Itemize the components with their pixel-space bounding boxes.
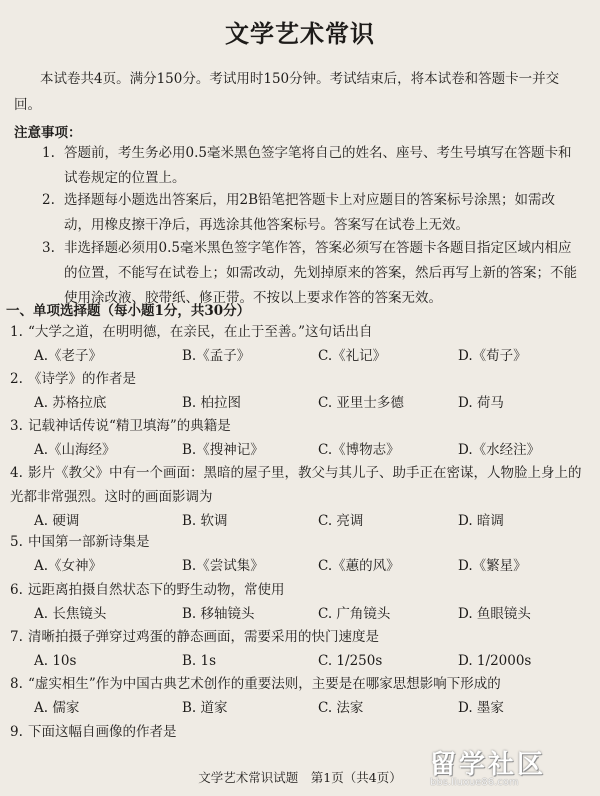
watermark-logo	[430, 744, 595, 794]
option-b: B. 道家	[182, 700, 228, 716]
option-c: C. 亮调	[318, 513, 364, 529]
question-item	[10, 414, 586, 462]
question-stem: 记载神话传说“精卫填海”的典籍是	[28, 418, 231, 434]
notice-number: 1.	[42, 145, 55, 161]
question-number: 6.	[10, 582, 23, 598]
notice-heading: 注意事项：	[14, 125, 82, 141]
page-footer: 文学艺术常识试题 第1页（共4页）	[198, 770, 402, 785]
question-item	[10, 530, 586, 578]
question-number: 2.	[10, 371, 23, 387]
question-item	[10, 461, 586, 533]
option-c: C.《蕙的风》	[318, 558, 400, 574]
question-number: 9.	[10, 724, 23, 740]
notice-text: 非选择题必须用0.5毫米黑色签字笔作答，答案必须写在答题卡各题目指定区域内相应的位置，不能写在试卷上；如需改动，先划掉原来的答案，然后再写上新的答案；不能使用涂改液、胶带纸、修正带。不按以上要求作答的答案无效。	[64, 240, 577, 306]
option-a: A.《山海经》	[34, 442, 116, 458]
option-d: D. 荷马	[458, 395, 504, 411]
option-c: C. 亚里士多德	[318, 395, 404, 411]
question-number: 7.	[10, 629, 23, 645]
watermark-url: bbs.liuxue86.com	[430, 777, 519, 788]
option-b: B.《孟子》	[182, 348, 251, 364]
option-d: D. 1/2000s	[458, 653, 532, 669]
option-b: B. 移轴镜头	[182, 606, 255, 622]
option-a: A. 苏格拉底	[34, 395, 107, 411]
option-a: A.《老子》	[34, 348, 103, 364]
option-a: A. 儒家	[34, 700, 80, 716]
question-number: 4.	[10, 465, 23, 481]
option-d: D.《水经注》	[458, 442, 541, 458]
option-d: D. 墨家	[458, 700, 504, 716]
notice-text: 选择题每小题选出答案后，用2B铅笔把答题卡上对应题目的答案标号涂黑；如需改动，用橡皮擦干净后，再选涂其他答案标号。答案写在试卷上无效。	[64, 192, 556, 233]
question-stem: 《诗学》的作者是	[28, 371, 136, 387]
option-c: C.《礼记》	[318, 348, 387, 364]
question-stem: “大学之道，在明明德，在亲民，在止于至善。”这句话出自	[28, 324, 373, 340]
question-stem: 中国第一部新诗集是	[28, 534, 150, 550]
question-item	[10, 672, 586, 720]
notice-item	[14, 141, 580, 191]
notice-number: 3.	[42, 240, 55, 256]
question-number: 3.	[10, 418, 23, 434]
question-item	[10, 625, 586, 673]
question-stem: 远距离拍摄自然状态下的野生动物，常使用	[28, 582, 285, 598]
question-item	[10, 720, 586, 744]
option-d: D. 暗调	[458, 513, 504, 529]
option-b: B. 软调	[182, 513, 228, 529]
option-a: A. 硬调	[34, 513, 80, 529]
question-stem: 清晰拍摄子弹穿过鸡蛋的静态画面，需要采用的快门速度是	[28, 629, 379, 645]
option-c: C.《博物志》	[318, 442, 400, 458]
notice-number: 2.	[42, 192, 55, 208]
question-item	[10, 578, 586, 626]
option-a: A. 长焦镜头	[34, 606, 107, 622]
question-number: 8.	[10, 676, 23, 692]
intro-text: 本试卷共4页。满分150分。考试用时150分钟。考试结束后，将本试卷和答题卡一并交回。	[14, 71, 560, 113]
question-item	[10, 320, 586, 368]
option-d: D. 鱼眼镜头	[458, 606, 531, 622]
option-c: C. 法家	[318, 700, 364, 716]
notice-text: 答题前，考生务必用0.5毫米黑色签字笔将自己的姓名、座号、考生号填写在答题卡和试卷规定的位置上。	[64, 145, 572, 186]
option-b: B.《搜神记》	[182, 442, 264, 458]
option-b: B. 1s	[182, 653, 217, 669]
notice-item	[14, 188, 580, 238]
watermark-brand: 留学社区	[430, 750, 547, 780]
question-stem: 下面这幅自画像的作者是	[28, 724, 177, 740]
option-b: B. 柏拉图	[182, 395, 242, 411]
question-stem: “虚实相生”作为中国古典艺术创作的重要法则，主要是在哪家思想影响下形成的	[28, 676, 501, 692]
option-a: A.《女神》	[34, 558, 103, 574]
question-number: 5.	[10, 534, 23, 550]
option-b: B.《尝试集》	[182, 558, 264, 574]
option-d: D.《荀子》	[458, 348, 527, 364]
question-stem: 影片《教父》中有一个画面：黑暗的屋子里，教父与其儿子、助手正在密谋，人物脸上身上的光都非常强烈。这时的画面影调为	[10, 465, 582, 505]
option-c: C. 广角镜头	[318, 606, 391, 622]
option-d: D.《繁星》	[458, 558, 527, 574]
question-item	[10, 367, 586, 415]
option-c: C. 1/250s	[318, 653, 383, 669]
section-heading: 一、单项选择题（每小题1分，共30分）	[6, 303, 251, 319]
page-title: 文学艺术常识	[225, 19, 375, 48]
option-a: A. 10s	[34, 653, 77, 669]
question-number: 1.	[10, 324, 23, 340]
